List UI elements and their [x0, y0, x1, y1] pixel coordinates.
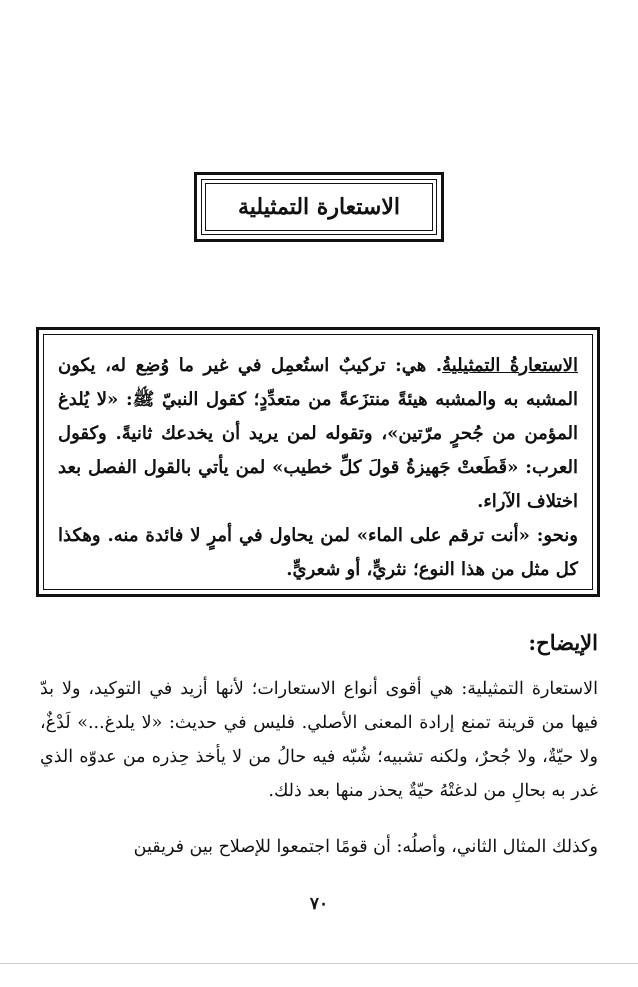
definition-text: . هي: تركيبٌ استُعمِل في غير ما وُضِع له، يكون المشبه به والمشبه هيئةً منتزَعةً من متعدِّدٍ؛ كقول النبيّ ﷺ: «لا يُلدغ المؤمن من جُحرٍ مرّتين»، وتقوله لمن يريد أن يخدعك ثانيةً. وكقول العرب: «قَطَعتْ جَهيزةُ قولَ كلِّ خطيب» لمن يأتي بالقول الفصل بعد اختلاف الآراء. — [58, 355, 578, 512]
definition-box — [36, 327, 600, 597]
definition-box-inner — [43, 334, 593, 590]
definition-paragraph — [58, 349, 578, 519]
section-heading: الإيضاح: — [528, 630, 598, 655]
explanation-paragraph-2: وكذلك المثال الثاني، وأصلُه: أن قومًا اجتمعوا للإصلاح بين فريقين — [133, 837, 598, 857]
title-frame — [194, 172, 444, 242]
explanation-paragraph-1: الاستعارة التمثيلية: هي أقوى أنواع الاستعارات؛ لأنها أزيد في التوكيد، ولا بدّ فيها من قرينة تمنع إرادة المعنى الأصلي. فليس في حديث: «لا يلدغ...» لَدْغٌ، ولا حيّةٌ، ولا جُحرٌ، ولكنه تشبيه؛ شُبّه فيه حالُ من لا يأخذ حِذره من عدوّه الذي غدر به بحالِ من لدغتْهُ حيّةٌ يحذر منها بعد ذلك. — [40, 679, 598, 801]
definition-term: الاستعارةُ التمثيليةُ — [442, 355, 578, 376]
page-number: ٧٠ — [309, 894, 329, 914]
chapter-title: الاستعارة التمثيلية — [205, 183, 433, 231]
bottom-divider — [0, 963, 638, 964]
explanation-body — [40, 672, 598, 864]
definition-example: ونحو: «أنت ترقم على الماء» لمن يحاول في أمرٍ لا فائدة منه. وهكذا كل مثل من هذا النوع؛ نثريٍّ، أو شعريٍّ. — [58, 525, 578, 580]
title-frame-inner — [201, 179, 437, 235]
